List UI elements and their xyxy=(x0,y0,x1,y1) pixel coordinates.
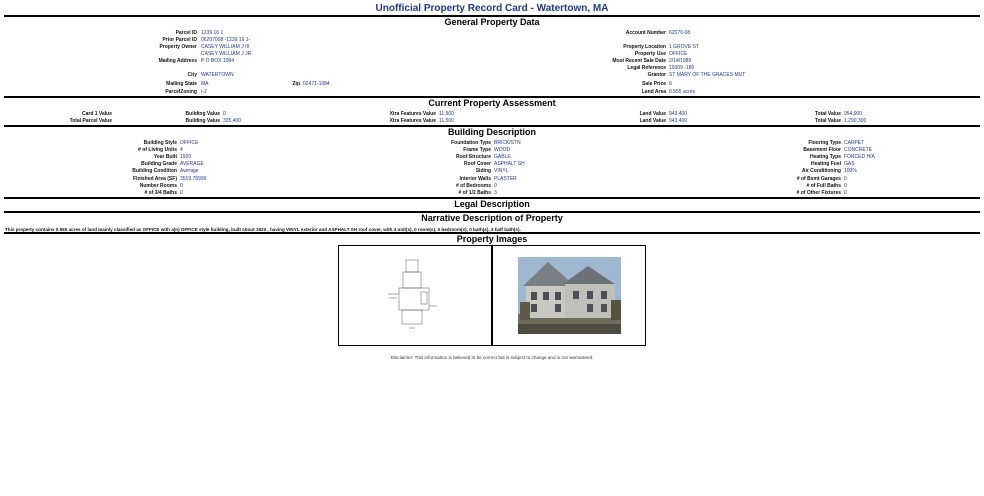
siding-value: VINYL xyxy=(494,168,509,174)
parcel-zoning-label: ParcelZoning xyxy=(165,89,197,95)
section-title-assessment: Current Property Assessment xyxy=(428,98,556,108)
flooring-type-value: CARPET xyxy=(844,140,865,146)
three-quarter-baths-label: # of 3/4 Baths xyxy=(144,190,177,196)
air-conditioning-value: 100% xyxy=(844,168,857,174)
mailing-state-value: MA xyxy=(201,81,209,87)
recent-sale-date-label: Most Recent Sale Date xyxy=(612,58,666,64)
property-photo xyxy=(493,246,645,345)
property-location-value: 1 GROVE ST xyxy=(669,44,700,50)
city-value: WATERTOWN xyxy=(201,72,234,78)
land-area-label: Land Area xyxy=(641,89,666,95)
section-title-images: Property Images xyxy=(456,234,528,244)
other-fixtures-value: 0 xyxy=(844,190,847,196)
section-title-legal: Legal Description xyxy=(454,199,530,209)
land-value-card: 943,400 xyxy=(669,111,688,117)
number-rooms-value: 0 xyxy=(180,183,183,189)
building-value-total: 335,400 xyxy=(223,118,242,124)
zip-value: 02471-1084 xyxy=(303,81,330,87)
heating-fuel-label: Heating Fuel xyxy=(810,161,841,167)
half-baths-label: # of 1/2 Baths xyxy=(458,190,491,196)
half-baths-value: 3 xyxy=(494,190,497,196)
basement-floor-label: Basement Floor xyxy=(803,147,841,153)
basement-floor-value: CONCRETE xyxy=(844,147,873,153)
xtra-features-card: 11,500 xyxy=(439,111,454,117)
total-value-total-label: Total Value xyxy=(814,118,841,124)
legal-reference-label: Legal Reference xyxy=(627,65,666,71)
other-fixtures-label: # of Other Fixtures xyxy=(796,190,841,196)
three-quarter-baths-value: 0 xyxy=(180,190,183,196)
xtra-features-total: 11,500 xyxy=(439,118,454,124)
siding-label: Siding xyxy=(475,168,491,174)
interior-walls-label: Interior Walls xyxy=(459,176,491,182)
total-value-card-label: Total Value xyxy=(814,111,841,117)
zip-label: Zip xyxy=(292,81,300,87)
finished-area-value: 3519.78999 xyxy=(180,176,207,182)
mailing-address-label: Mailing Address xyxy=(158,58,197,64)
parcel-zoning-value: I-2 xyxy=(201,89,207,95)
mailing-state-label: Mailing State xyxy=(166,81,197,87)
land-value-card-label: Land Value xyxy=(639,111,666,117)
bedrooms-value: 0 xyxy=(494,183,497,189)
bsmt-garages-label: # of Bsmt Garages xyxy=(796,176,841,182)
flooring-type-label: Flooring Type xyxy=(808,140,841,146)
account-number-value: 62070-08 xyxy=(669,30,691,36)
total-value-total: 1,290,300 xyxy=(844,118,867,124)
property-photo-image xyxy=(492,245,646,346)
property-use-value: OFFICE xyxy=(669,51,688,57)
recent-sale-date-value: 2/14/1989 xyxy=(669,58,692,64)
account-number-label: Account Number xyxy=(625,30,666,36)
number-rooms-label: Number Rooms xyxy=(139,183,177,189)
disclaimer: Disclaimer: This information is believed to be correct but is subject to change and is not warranteed. xyxy=(390,355,594,360)
foundation-type-label: Foundation Type xyxy=(451,140,491,146)
section-title-narrative: Narrative Description of Property xyxy=(421,213,563,223)
heating-fuel-value: GAS xyxy=(844,161,855,167)
bsmt-garages-value: 0 xyxy=(844,176,847,182)
heating-type-label: Heating Type xyxy=(809,154,841,160)
heating-type-value: FORCED H/A xyxy=(844,154,875,160)
building-value-card-label: Building Value xyxy=(185,111,220,117)
property-location-label: Property Location xyxy=(623,44,666,50)
floor-plan-sketch-image xyxy=(338,245,492,346)
mailing-address-value: P O BOX 1084 xyxy=(201,58,234,64)
xtra-features-total-label: Xtra Features Value xyxy=(389,118,436,124)
city-label: City xyxy=(187,72,197,78)
frame-type-value: WOOD xyxy=(494,147,511,153)
air-conditioning-label: Air Conditioning xyxy=(801,168,841,174)
sale-price-label: Sale Price xyxy=(642,81,666,87)
page-title: Unofficial Property Record Card - Watertown, MA xyxy=(375,3,609,14)
floor-plan-sketch xyxy=(339,246,491,345)
parcel-id-label: Parcel ID xyxy=(175,30,197,36)
grantor-value: ST MARY OF THE GRACES MUT xyxy=(669,72,746,78)
land-value-total: 943,400 xyxy=(669,118,688,124)
roof-structure-label: Roof Structure xyxy=(456,154,491,160)
full-baths-label: # of Full Baths xyxy=(806,183,841,189)
svg-text:·: · xyxy=(409,278,410,282)
narrative-text: This property contains 0.555 acres of land mainly classified as OFFICE with a(n) OFFICE style building, built about 1920 , having VINYL exterior and ASPHALT SH roof cover, with 4 unit(s), 0 room(s), 0 bedroom(s), 0 bath(s), 3 half bath(s). xyxy=(5,227,521,232)
prior-parcel-id-value: 06207008 -1239 16 1- xyxy=(201,37,251,43)
full-baths-value: 0 xyxy=(844,183,847,189)
total-value-card: 954,900 xyxy=(844,111,863,117)
property-owner-2-value: CASEY WILLIAM J JR xyxy=(201,51,252,57)
living-units-value: 4 xyxy=(180,147,183,153)
parcel-id-value: 1239 16 1 xyxy=(201,30,224,36)
frame-type-label: Frame Type xyxy=(463,147,491,153)
year-built-value: 1920 xyxy=(180,154,192,160)
svg-text:·: · xyxy=(412,295,413,299)
svg-text:·: · xyxy=(407,263,408,267)
roof-structure-value: GABLE xyxy=(494,154,511,160)
building-grade-label: Building Grade xyxy=(141,161,177,167)
property-owner-label: Property Owner xyxy=(159,44,197,50)
legal-reference-value: 19309 -180 xyxy=(669,65,695,71)
building-style-value: OFFICE xyxy=(180,140,199,146)
grantor-label: Grantor xyxy=(647,72,666,78)
interior-walls-value: PLASTER xyxy=(494,176,517,182)
prior-parcel-id-label: Prior Parcel ID xyxy=(162,37,197,43)
foundation-type-value: BRICK/STN xyxy=(494,140,521,146)
bedrooms-label: # of Bedrooms xyxy=(455,183,491,189)
card1-value-label: Card 1 Value xyxy=(81,111,112,117)
property-owner-value: CASEY WILLIAM J III xyxy=(201,44,250,50)
roof-cover-value: ASPHALT SH xyxy=(494,161,525,167)
sale-price-value: 0 xyxy=(669,81,672,87)
building-value-total-label: Building Value xyxy=(185,118,220,124)
year-built-label: Year Built xyxy=(153,154,177,160)
roof-cover-label: Roof Cover xyxy=(464,161,491,167)
land-value-total-label: Land Value xyxy=(639,118,666,124)
finished-area-label: Finished Area (SF) xyxy=(133,176,177,182)
building-condition-label: Building Condition xyxy=(132,168,177,174)
xtra-features-card-label: Xtra Features Value xyxy=(389,111,436,117)
living-units-label: # of Living Units xyxy=(138,147,177,153)
building-condition-value: Average xyxy=(180,168,199,174)
building-style-label: Building Style xyxy=(143,140,177,146)
building-value-card: 0 xyxy=(223,111,226,117)
building-grade-value: AVERAGE xyxy=(180,161,204,167)
total-parcel-value-label: Total Parcel Value xyxy=(69,118,112,124)
section-title-general: General Property Data xyxy=(444,17,540,27)
section-title-building: Building Description xyxy=(447,127,536,137)
land-area-value: 0.555 acres xyxy=(669,89,696,95)
property-use-label: Property Use xyxy=(634,51,666,57)
